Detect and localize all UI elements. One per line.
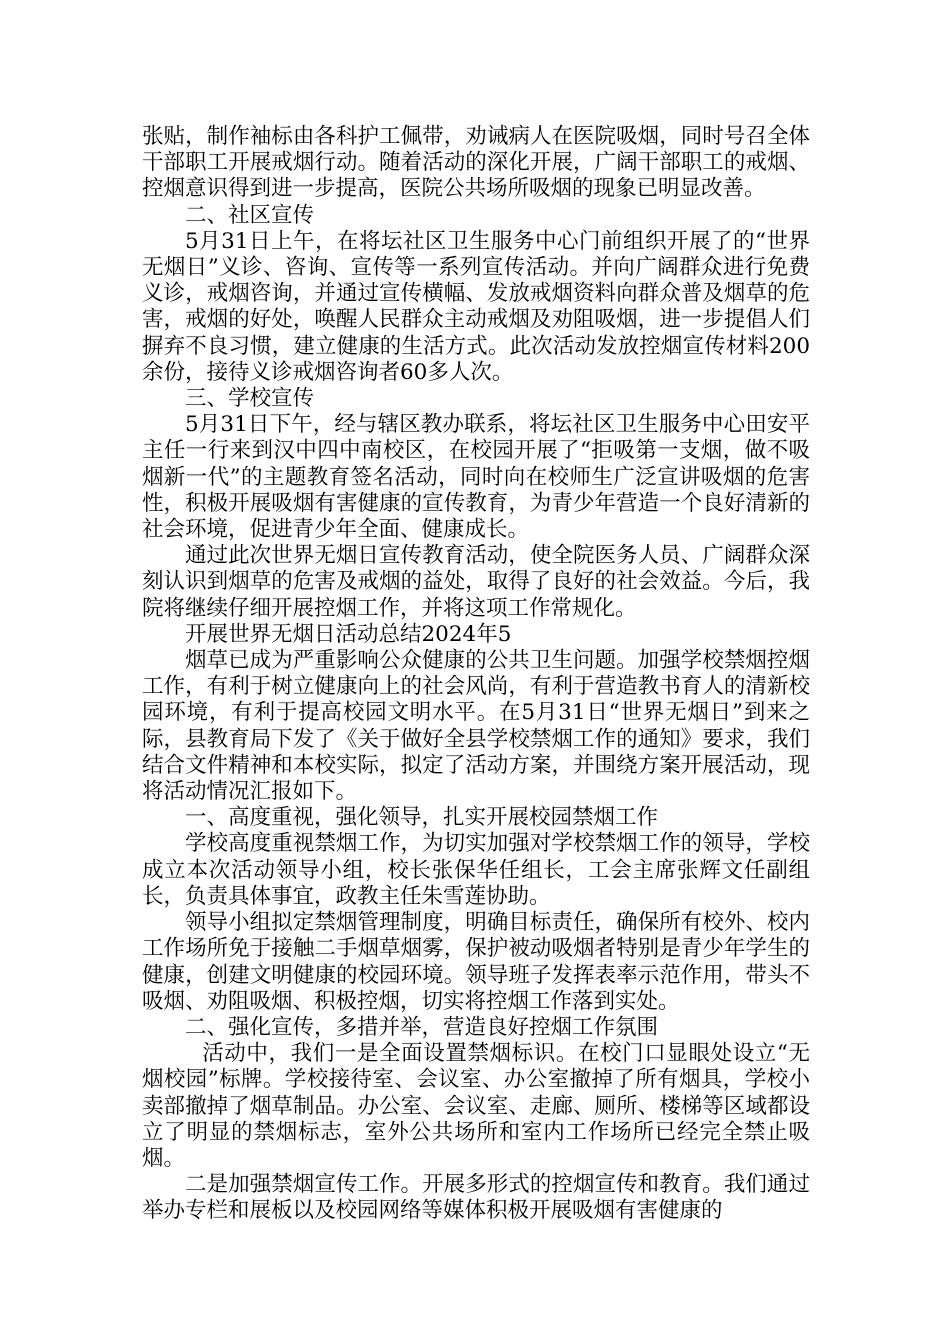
paragraph-publicity: 二是加强禁烟宣传工作。开展多形式的控烟宣传和教育。我们通过举办专栏和展板以及校园网络等媒体积极开展吸烟有害健康的	[142, 1172, 810, 1224]
section-heading-leadership: 一、高度重视，强化领导，扎实开展校园禁烟工作	[185, 805, 659, 831]
paragraph-school: 5月31日下午，经与辖区教办联系，将坛社区卫生服务中心田安平主任一行来到汉中四中南校区，在校园开展了“拒吸第一支烟，做不吸烟新一代”的主题教育签名活动，同时向在校师生广泛宣讲吸烟的危害性，积极开展吸烟有害健康的宣传教育，为青少年营造一个良好清新的社会环境，促进青少年全面、健康成长。	[142, 412, 810, 543]
paragraph-signage: 活动中，我们一是全面设置禁烟标识。在校门口显眼处设立“无烟校园”标牌。学校接待室、会议室、办公室撤掉了所有烟具，学校小卖部撤掉了烟草制品。办公室、会议室、走廊、厕所、楼梯等区域都设立了明显的禁烟标志，室外公共场所和室内工作场所已经完全禁止吸烟。	[142, 1041, 810, 1171]
document-title-second: 开展世界无烟日活动总结2024年5	[185, 621, 512, 647]
section-heading-school: 三、学校宣传	[185, 386, 315, 412]
section-heading-publicity: 二、强化宣传，多措并举，营造良好控烟工作氛围	[185, 1014, 659, 1040]
section-heading-community: 二、社区宣传	[185, 202, 315, 228]
paragraph-leadership-rules: 领导小组拟定禁烟管理制度，明确目标责任，确保所有校外、校内工作场所免于接触二手烟草烟雾，保护被动吸烟者特别是青少年学生的健康，创建文明健康的校园环境。领导班子发挥表率示范作用，带头不吸烟、劝阻吸烟、积极控烟，切实将控烟工作落到实处。	[142, 910, 810, 1014]
paragraph-community: 5月31日上午，在将坛社区卫生服务中心门前组织开展了的“世界无烟日”义诊、咨询、宣传等一系列宣传活动。并向广阔群众进行免费义诊，戒烟咨询，并通过宣传横幅、发放戒烟资料向群众普及烟草的危害，戒烟的好处，唤醒人民群众主动戒烟及劝阻吸烟，进一步提倡人们摒弃不良习惯，建立健康的生活方式。此次活动发放控烟宣传材料200余份，接待义诊戒烟咨询者60多人次。	[142, 228, 810, 385]
paragraph-continuation: 张贴，制作袖标由各科护工佩带，劝诫病人在医院吸烟，同时号召全体干部职工开展戒烟行动。随着活动的深化开展，广阔干部职工的戒烟、控烟意识得到进一步提高，医院公共场所吸烟的现象已明显改善。	[142, 124, 810, 202]
document-body	[142, 124, 810, 1225]
paragraph-leadership-group: 学校高度重视禁烟工作，为切实加强对学校禁烟工作的领导，学校成立本次活动领导小组，校长张保华任组长，工会主席张辉文任副组长，负责具体事宜，政教主任朱雪莲协助。	[142, 831, 810, 909]
paragraph-intro: 烟草已成为严重影响公众健康的公共卫生问题。加强学校禁烟控烟工作，有利于树立健康向上的社会风尚，有利于营造教书育人的清新校园环境，有利于提高校园文明水平。在5月31日“世界无烟日”到来之际，县教育局下发了《关于做好全县学校禁烟工作的通知》要求，我们结合文件精神和本校实际，拟定了活动方案，并围绕方案开展活动，现将活动情况汇报如下。	[142, 648, 810, 805]
paragraph-summary: 通过此次世界无烟日宣传教育活动，使全院医务人员、广阔群众深刻认识到烟草的危害及戒烟的益处，取得了良好的社会效益。今后，我院将继续仔细开展控烟工作，并将这项工作常规化。	[142, 543, 810, 621]
